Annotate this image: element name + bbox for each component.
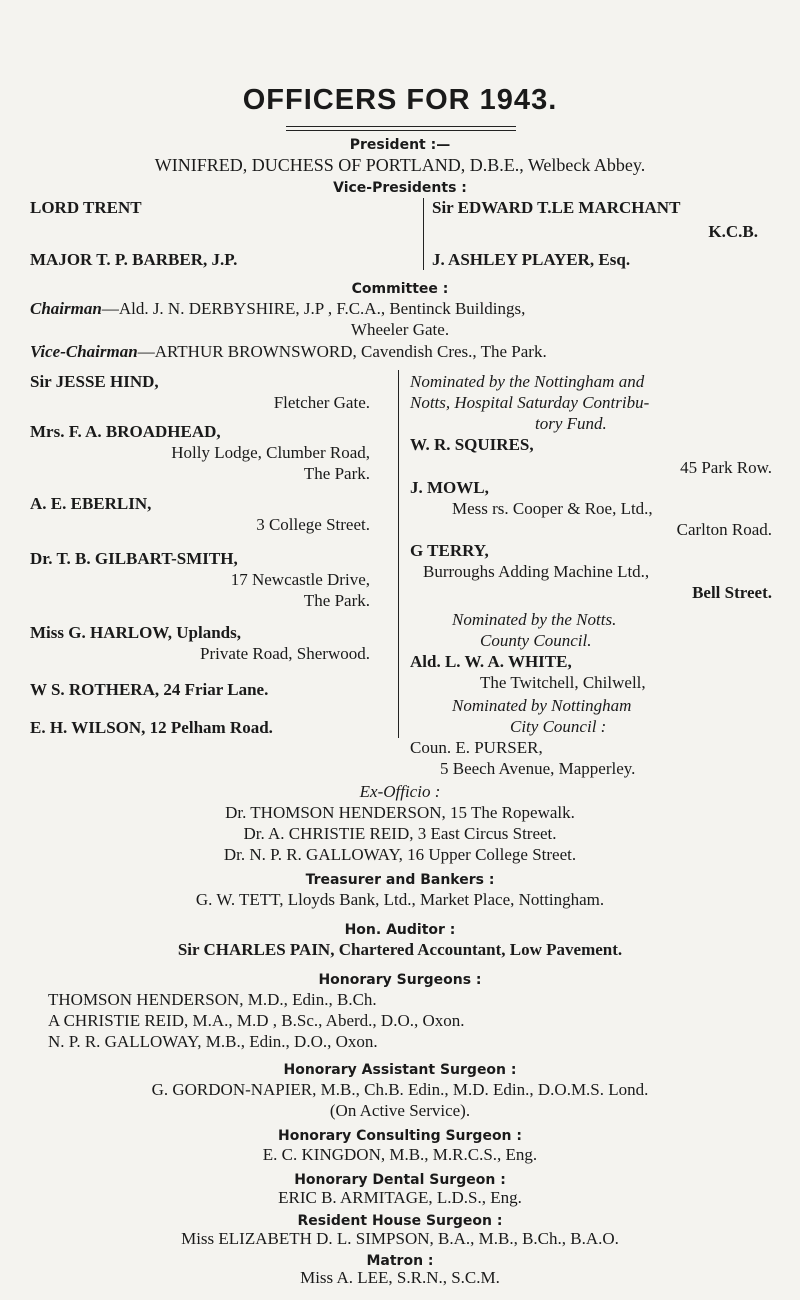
member-address: 45 Park Row. [680,458,772,477]
title-rule-bottom [286,130,516,131]
vice-presidents-divider [423,198,424,270]
asst-surgeon-line: G. GORDON-NAPIER, M.B., Ch.B. Edin., M.D. Edin., D.O.M.S. Lond. [151,1080,649,1099]
member-name: Ald. L. W. A. WHITE, [410,652,572,671]
vice-president-right-2: J. ASHLEY PLAYER, Esq. [432,250,631,269]
ex-officio-line: Dr. N. P. R. GALLOWAY, 16 Upper College Street. [223,845,577,864]
member-name: Coun. E. PURSER, [410,738,543,757]
nomination-note: County Council. [480,631,592,650]
asst-surgeon-note: (On Active Service). [329,1101,471,1120]
matron-line: Miss A. LEE, S.R.N., S.C.M. [300,1268,500,1287]
member-name: A. E. EBERLIN, [30,494,152,513]
member-address: The Twitchell, Chilwell, [480,673,646,692]
member-name: E. H. WILSON, 12 Pelham Road. [30,718,273,737]
member-address: The Park. [303,591,370,610]
member-address: Burroughs Adding Machine Ltd., [423,562,650,581]
page-title: OFFICERS FOR 1943. [242,84,558,116]
nomination-note: Nominated by the Nottingham and [410,372,645,391]
nomination-note: Nominated by Nottingham [452,696,632,715]
member-address: 3 College Street. [256,515,370,534]
nomination-note: City Council : [510,717,607,736]
member-address: The Park. [303,464,370,483]
nomination-note: Nominated by the Notts. [452,610,617,629]
vice-president-right-1: Sir EDWARD T.LE MARCHANT [432,198,681,217]
committee-chairman [30,299,525,319]
surgeon-line: N. P. R. GALLOWAY, M.B., Edin., D.O., Oxon. [48,1032,378,1051]
title-rule-top [286,126,516,127]
member-name: Sir JESSE HIND, [30,372,159,391]
nomination-note: tory Fund. [535,414,607,433]
member-address: 5 Beech Avenue, Mapperley. [440,759,636,778]
auditor-line: Sir CHARLES PAIN, Chartered Accountant, Low Pavement. [177,940,623,959]
member-address: 17 Newcastle Drive, [230,570,370,589]
chairman-text: —Ald. J. N. DERBYSHIRE, J.P , F.C.A., Bentinck Buildings, [101,299,526,318]
committee-chairman-cont: Wheeler Gate. [350,320,450,339]
auditor-heading: Hon. Auditor : [344,922,456,938]
president-name: WINIFRED, DUCHESS OF PORTLAND, D.B.E., Welbeck Abbey. [154,155,646,175]
committee-heading: Committee : [351,281,449,297]
dental-heading: Honorary Dental Surgeon : [294,1172,506,1188]
member-address: Fletcher Gate. [273,393,370,412]
member-name: Dr. T. B. GILBART-SMITH, [30,549,238,568]
member-name: J. MOWL, [410,478,489,497]
consulting-heading: Honorary Consulting Surgeon : [277,1128,522,1144]
president-heading: President :— [349,137,451,153]
member-address: Private Road, Sherwood. [200,644,370,663]
ex-officio-heading: Ex-Officio : [359,782,441,801]
vice-president-left-2: MAJOR T. P. BARBER, J.P. [30,250,238,269]
ex-officio-line: Dr. A. CHRISTIE REID, 3 East Circus Street. [243,824,557,843]
member-name: G TERRY, [410,541,489,560]
member-address: Holly Lodge, Clumber Road, [171,443,370,462]
committee-vice-chairman [30,342,547,362]
treasurer-line: G. W. TETT, Lloyds Bank, Ltd., Market Place, Nottingham. [195,890,605,909]
surgeons-heading: Honorary Surgeons : [318,972,482,988]
vice-president-left-1: LORD TRENT [30,198,142,217]
member-address: Bell Street. [692,583,772,602]
members-divider [398,370,399,738]
vice-chairman-text: —ARTHUR BROWNSWORD, Cavendish Cres., The Park. [137,342,547,361]
chairman-label: Chairman [30,299,102,318]
matron-heading: Matron : [366,1253,434,1269]
vice-presidents-heading: Vice-Presidents : [333,180,467,196]
member-name: Miss G. HARLOW, Uplands, [30,623,241,642]
member-name: W S. ROTHERA, 24 Friar Lane. [30,680,269,699]
member-name: W. R. SQUIRES, [410,435,534,454]
vice-president-right-1-honour: K.C.B. [708,222,758,241]
asst-surgeon-heading: Honorary Assistant Surgeon : [283,1062,517,1078]
surgeon-line: A CHRISTIE REID, M.A., M.D , B.Sc., Aberd., D.O., Oxon. [48,1011,465,1030]
ex-officio-line: Dr. THOMSON HENDERSON, 15 The Ropewalk. [225,803,575,822]
member-name: Mrs. F. A. BROADHEAD, [30,422,221,441]
member-address: Mess rs. Cooper & Roe, Ltd., [452,499,653,518]
nomination-note: Notts, Hospital Saturday Contribu- [410,393,650,412]
member-address: Carlton Road. [676,520,772,539]
dental-line: ERIC B. ARMITAGE, L.D.S., Eng. [278,1188,522,1207]
treasurer-heading: Treasurer and Bankers : [305,872,495,888]
house-surgeon-heading: Resident House Surgeon : [297,1213,503,1229]
consulting-line: E. C. KINGDON, M.B., M.R.C.S., Eng. [262,1145,538,1164]
surgeon-line: THOMSON HENDERSON, M.D., Edin., B.Ch. [48,990,377,1009]
house-surgeon-line: Miss ELIZABETH D. L. SIMPSON, B.A., M.B., B.Ch., B.A.O. [181,1229,619,1248]
vice-chairman-label: Vice-Chairman [30,342,138,361]
